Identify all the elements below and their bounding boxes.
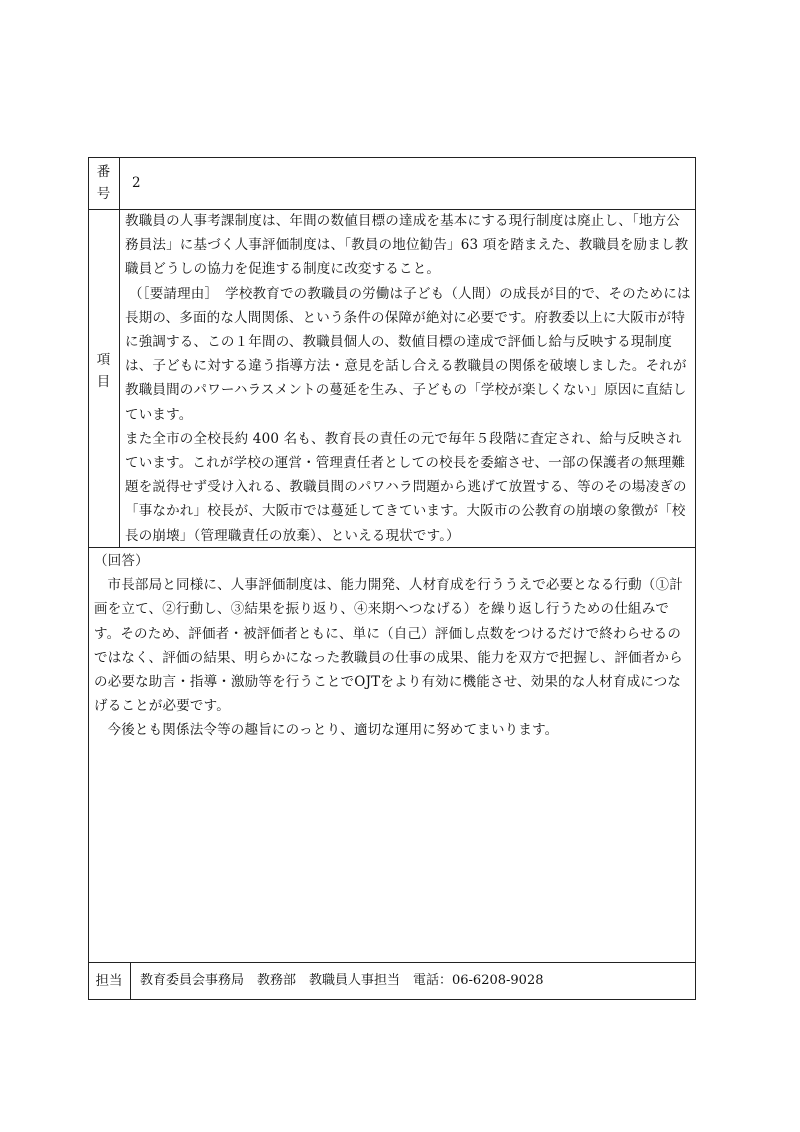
item-content [125, 209, 693, 548]
document-table [88, 157, 696, 1000]
answer-paragraph-main: 市長部局と同様に、人事評価制度は、能力開発、人材育成を行ううえで必要となる行動（①計画を立て、②行動し、③結果を振り返り、④来期へつなげる）を繰り返し行うための仕組みです。そのため、評価者・被評価者ともに、単に（自己）評価し点数をつけるだけで終わらせるのではなく、評価の結果、明らかになった教職員の仕事の成果、能力を双方で把握し、評価者からの必要な助言・指導・激励等を行うことでOJTをより有効に機能させ、効果的な人材育成につなげることが必要です。 [94, 577, 683, 715]
row-divider-footer [88, 962, 696, 963]
number-label [88, 161, 119, 205]
item-label-char-2: 目 [96, 374, 111, 390]
number-value: 2 [132, 175, 141, 191]
contact-info: 教育委員会事務局 教務部 教職員人事担当 電話：06-6208-9028 [140, 973, 544, 988]
item-reason-paragraph: （［要請理由］ 学校教育での教職員の労働は子ども（人間）の成長が目的で、そのためには長期の、多面的な人間関係、という条件の保障が絶対に必要です。府教委以上に大阪市が特に強調する、この１年間の、教職員個人の、数値目標の達成で評価し給与反映する現制度は、子どもに対する違う指導方法・意見を話し合える教職員の関係を破壊しました。それが教職員間のパワーハラスメントの蔓延を生み、子どもの「学校が楽しくない」原因に直結しています。 [125, 285, 691, 423]
item-request-paragraph: 教職員の人事考課制度は、年間の数値目標の達成を基本にする現行制度は廃止し、「地方公務員法」に基づく人事評価制度は、「教員の地位勧告」63 項を踏まえた、教職員を励まし教職員どうしの協力を促進する制度に改変すること。 [125, 213, 689, 278]
item-label-char-1: 項 [96, 352, 111, 368]
label-column-divider [119, 157, 120, 547]
number-label-char-1: 番 [96, 164, 111, 180]
answer-content [94, 549, 690, 743]
item-principal-paragraph: また全市の全校長約 400 名も、教育長の責任の元で毎年５段階に査定され、給与反映されています。これが学校の運営・管理責任者としての校長を委縮させ、一部の保護者の無理難題を説得せず受け入れる、教職員間のパワハラ問題から逃げて放置する、等のその場凌ぎの「事なかれ」校長が、大阪市では蔓延してきています。大阪市の公教育の崩壊の象徴が「校長の崩壊」（管理職責任の放棄）、といえる現状です。） [125, 430, 687, 544]
item-label [88, 349, 119, 393]
answer-heading: （回答） [94, 553, 149, 569]
answer-paragraph-closing: 今後とも関係法令等の趣旨にのっとり、適切な運用に努めてまいります。 [107, 722, 559, 739]
footer-label-divider [130, 962, 131, 1000]
number-label-char-2: 号 [96, 186, 111, 202]
contact-label: 担当 [95, 973, 123, 989]
